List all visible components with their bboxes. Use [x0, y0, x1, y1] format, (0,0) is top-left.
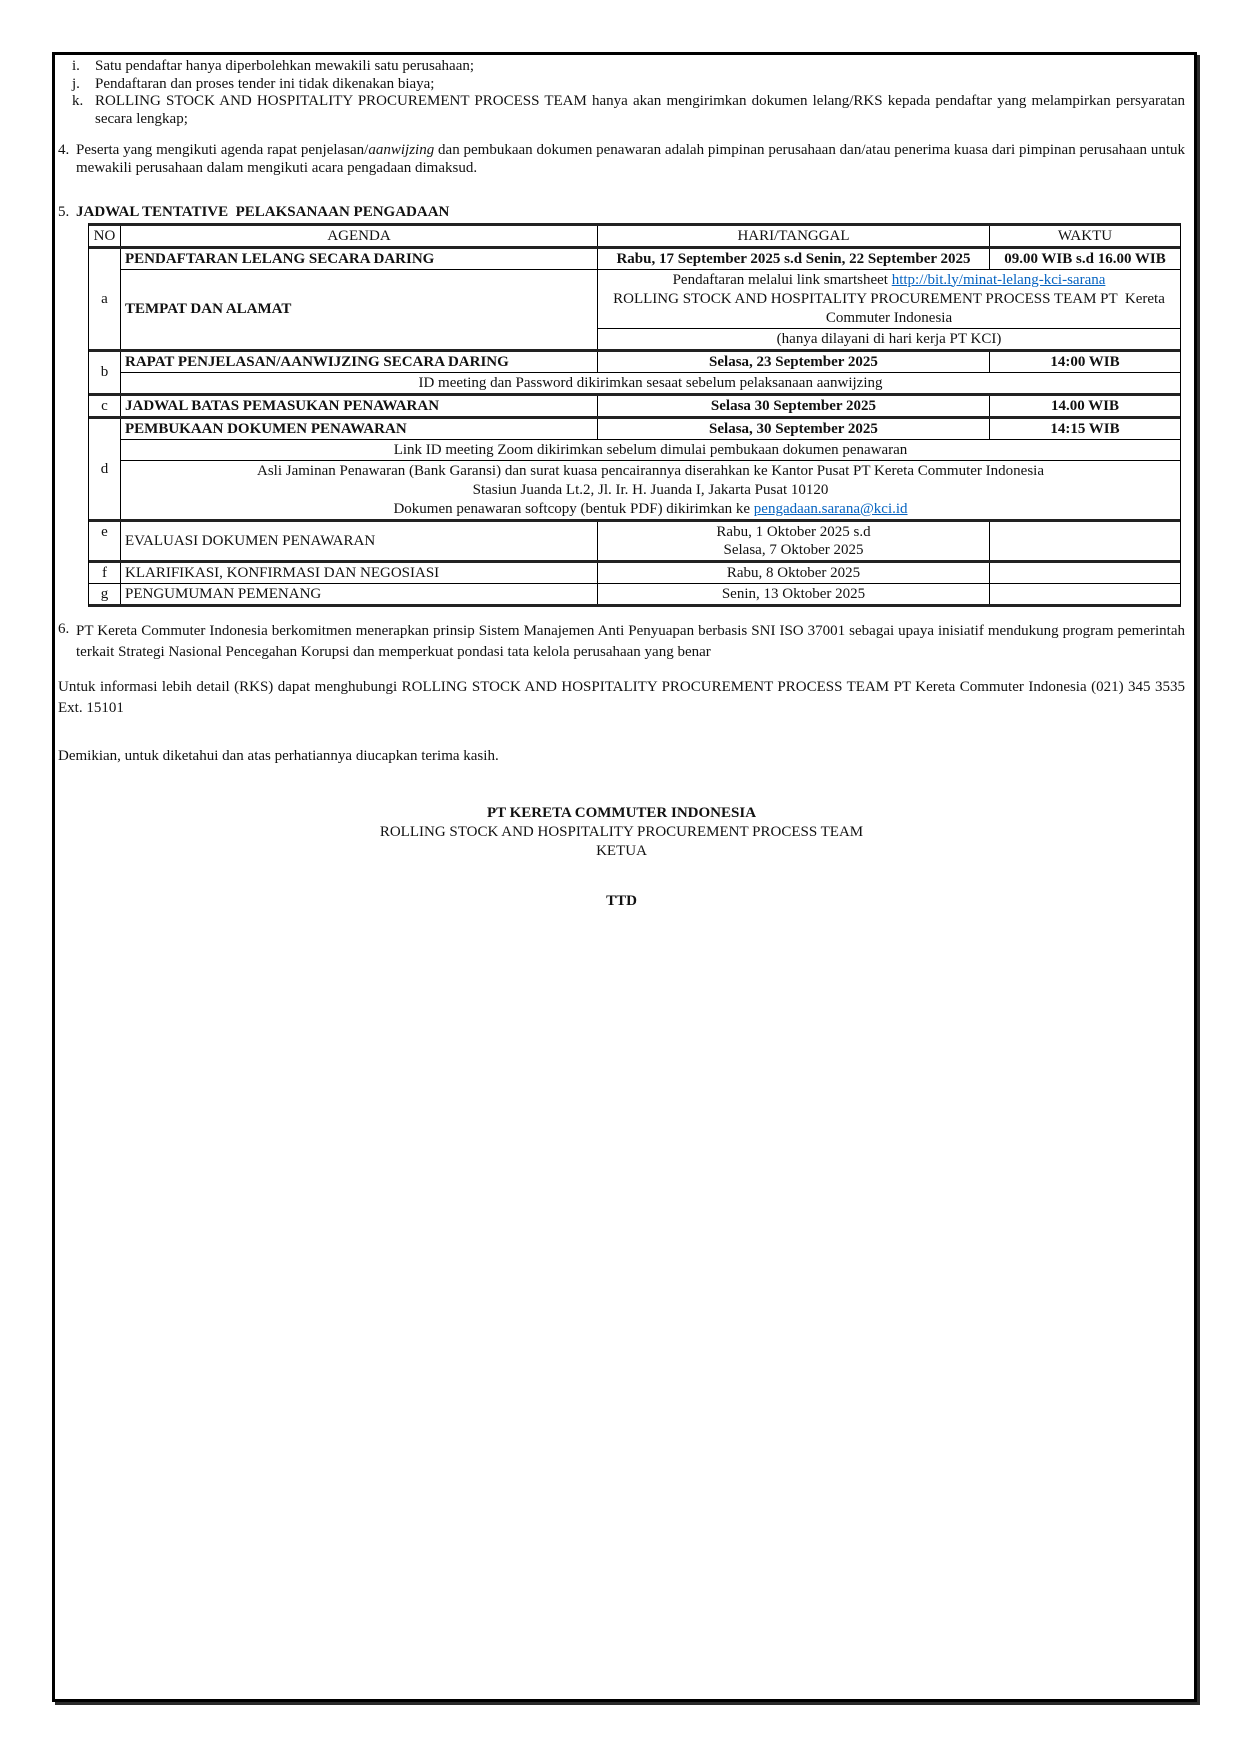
list-item-5 [58, 204, 1185, 222]
signature-team: ROLLING STOCK AND HOSPITALITY PROCUREMENT PROCESS TEAM [379, 823, 864, 840]
row-c-letter: c [89, 396, 121, 416]
smartsheet-link-prefix: Pendaftaran melalui link smartsheet [672, 271, 892, 288]
row-g-date: Senin, 13 Oktober 2025 [598, 584, 990, 604]
list-item-text: ROLLING STOCK AND HOSPITALITY PROCUREMENT PROCESS TEAM hanya akan mengirimkan dokumen lelang/RKS kepada pendaftar yang melampirkan persyaratan secara lengkap; [95, 93, 1185, 127]
list-marker: j. [72, 75, 80, 92]
item4-italic-word: aanwijzing [368, 142, 435, 158]
row-f-agenda: KLARIFIKASI, KONFIRMASI DAN NEGOSIASI [121, 563, 598, 583]
row-a-time: 09.00 WIB s.d 16.00 WIB [1004, 250, 1166, 267]
row-d-time: 14:15 WIB [1050, 420, 1120, 437]
row-b-note: ID meeting dan Password dikirimkan sesaat sebelum pelaksanaan aanwijzing [418, 374, 883, 391]
table-row-d [89, 416, 1180, 519]
row-e-date [598, 522, 990, 560]
row-d-guarantee-note: Asli Jaminan Penawaran (Bank Garansi) dan surat kuasa pencairannya diserahkan ke Kantor Pusat PT Kereta Commuter Indonesia [257, 462, 1044, 479]
list-marker: k. [72, 93, 84, 109]
table-row-g [89, 583, 1180, 604]
row-a-service-note: (hanya dilayani di hari kerja PT KCI) [598, 328, 1180, 349]
list-item-k [72, 93, 1185, 128]
row-g-time [990, 584, 1180, 604]
row-a-agenda: PENDAFTARAN LELANG SECARA DARING [121, 249, 598, 269]
row-e-time [990, 522, 1180, 560]
row-f-date: Rabu, 8 Oktober 2025 [598, 563, 990, 583]
row-c-agenda: JADWAL BATAS PEMASUKAN PENAWARAN [121, 396, 598, 416]
list-marker: 5. [58, 204, 70, 220]
row-b-time: 14:00 WIB [1050, 353, 1120, 370]
list-item-6 [58, 621, 1185, 663]
table-row-b [89, 349, 1180, 393]
row-d-softcopy-note [121, 500, 1180, 519]
row-d-address-note: Stasiun Juanda Lt.2, Jl. Ir. H. Juanda I, Jakarta Pusat 10120 [472, 481, 829, 498]
row-e-date-line2: Selasa, 7 Oktober 2025 [723, 541, 864, 558]
row-e-letter: e [89, 522, 121, 560]
row-b-agenda: RAPAT PENJELASAN/AANWIJZING SECARA DARING [121, 352, 598, 372]
row-f-letter: f [89, 563, 121, 583]
item4-text-after: dan pembukaan dokumen penawaran adalah pimpinan perusahaan dan/atau penerima kuasa dari pimpinan perusahaan untuk mewakili perusahaan dalam mengikuti acara pengadaan dimaksud. [76, 142, 1185, 176]
signature-company: PT KERETA COMMUTER INDONESIA [486, 804, 757, 821]
row-a-date: Rabu, 17 September 2025 s.d Senin, 22 September 2025 [598, 249, 990, 269]
contact-info-paragraph: Untuk informasi lebih detail (RKS) dapat menghubungi ROLLING STOCK AND HOSPITALITY PROCUREMENT PROCESS TEAM PT Kereta Commuter Indonesia (021) 345 3535 Ext. 15101 [58, 678, 1185, 716]
header-agenda: AGENDA [121, 226, 598, 246]
row-g-letter: g [89, 584, 121, 604]
procurement-email-link[interactable]: pengadaan.sarana@kci.id [753, 500, 908, 517]
row-f-time [990, 563, 1180, 583]
row-b-date: Selasa, 23 September 2025 [598, 352, 990, 372]
row-c-time: 14.00 WIB [1050, 397, 1120, 414]
list-marker: 4. [58, 142, 70, 158]
signature-role: KETUA [596, 842, 647, 859]
header-waktu: WAKTU [1057, 227, 1113, 244]
row-d-letter: d [89, 419, 121, 519]
row-b-letter: b [89, 352, 121, 393]
row-a-registration-line [598, 270, 1180, 290]
row-a-place-label: TEMPAT DAN ALAMAT [121, 270, 598, 349]
table-row-e [89, 519, 1180, 560]
list-item-j [72, 76, 1185, 94]
signature-block [58, 804, 1185, 861]
list-item-i [72, 58, 1185, 76]
signature-ttd: TTD [606, 892, 637, 909]
list-item-text: Pendaftaran dan proses tender ini tidak dikenakan biaya; [95, 75, 435, 92]
softcopy-note-prefix: Dokumen penawaran softcopy (bentuk PDF) dikirimkan ke [393, 500, 754, 517]
table-row-c [89, 393, 1180, 416]
list-item-text: Satu pendaftar hanya diperbolehkan mewakili satu perusahaan; [95, 58, 475, 74]
row-c-date: Selasa 30 September 2025 [598, 396, 990, 416]
list-marker: i. [72, 58, 80, 74]
schedule-table [88, 223, 1181, 607]
closing-paragraph: Demikian, untuk diketahui dan atas perhatiannya diucapkan terima kasih. [58, 747, 499, 764]
list-item-4 [58, 142, 1185, 177]
row-d-date: Selasa, 30 September 2025 [598, 419, 990, 439]
row-d-zoom-note: Link ID meeting Zoom dikirimkan sebelum dimulai pembukaan dokumen penawaran [393, 441, 908, 458]
table-header-row [89, 226, 1180, 246]
row-e-date-line1: Rabu, 1 Oktober 2025 s.d [716, 523, 871, 540]
header-hari: HARI/TANGGAL [598, 226, 990, 246]
page-border-frame [52, 52, 1197, 1702]
item4-text-before: Peserta yang mengikuti agenda rapat penjelasan/ [76, 142, 369, 158]
anti-bribery-statement: PT Kereta Commuter Indonesia berkomitmen menerapkan prinsip Sistem Manajemen Anti Penyuapan berbasis SNI ISO 37001 sebagai upaya inisiatif mendukung program pemerintah terkait Strategi Nasional Pencegahan Korupsi dan memperkuat pondasi tata kelola perusahaan yang benar [76, 622, 1185, 660]
table-row-a [89, 246, 1180, 349]
smartsheet-link[interactable]: http://bit.ly/minat-lelang-kci-sarana [891, 271, 1106, 288]
header-no: NO [89, 226, 121, 246]
schedule-heading: JADWAL TENTATIVE PELAKSANAAN PENGADAAN [76, 204, 450, 220]
row-a-org-line1: ROLLING STOCK AND HOSPITALITY PROCUREMENT PROCESS TEAM PT Kereta [613, 290, 1165, 307]
row-e-agenda: EVALUASI DOKUMEN PENAWARAN [121, 522, 598, 560]
row-d-agenda: PEMBUKAAN DOKUMEN PENAWARAN [121, 419, 598, 439]
list-marker: 6. [58, 620, 70, 637]
list-item-text [76, 142, 1185, 177]
row-g-agenda: PENGUMUMAN PEMENANG [121, 584, 598, 604]
row-a-org-line2: Commuter Indonesia [825, 309, 953, 326]
table-row-f [89, 560, 1180, 583]
row-a-letter: a [89, 249, 121, 349]
